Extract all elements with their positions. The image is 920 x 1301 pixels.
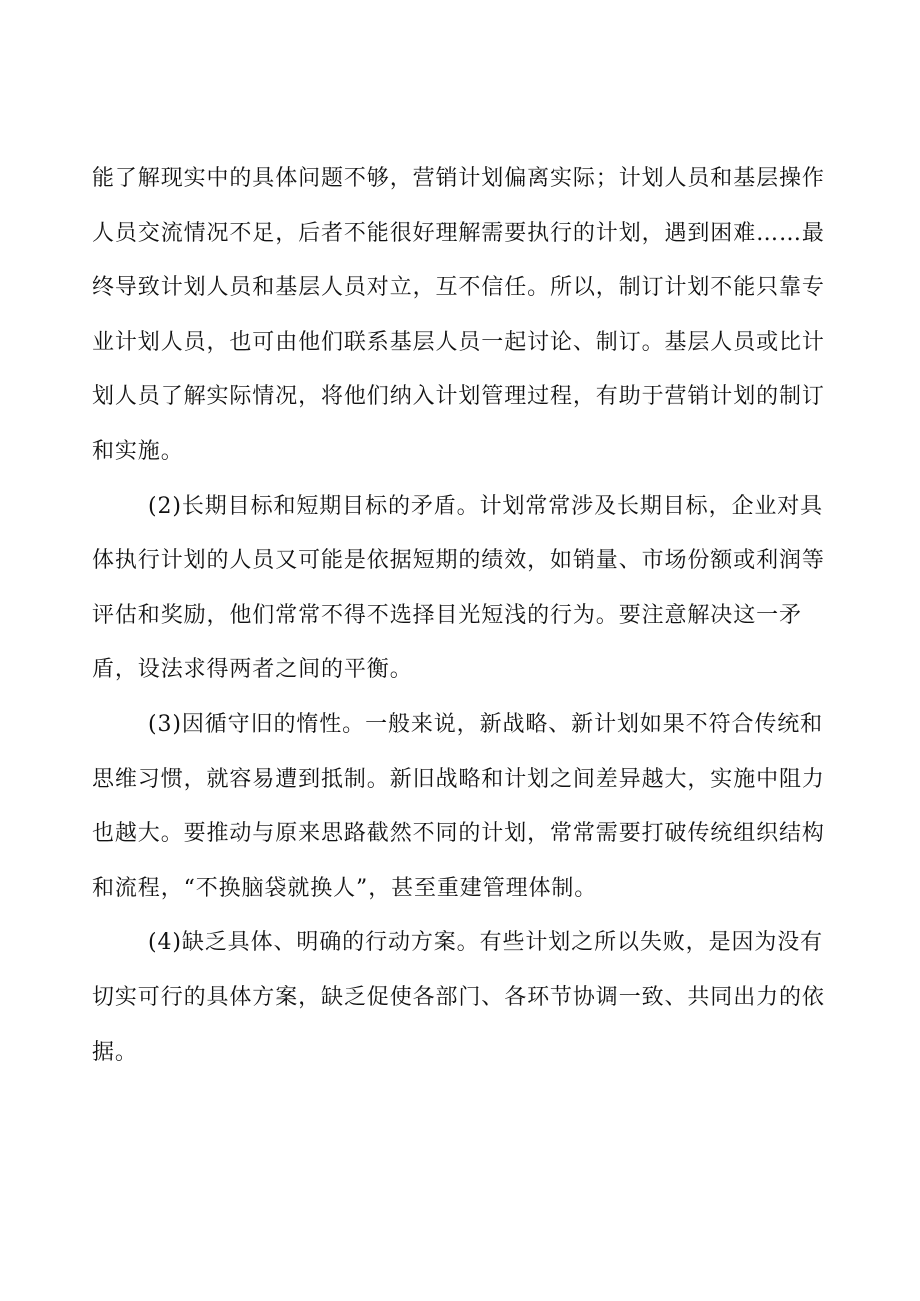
text-line-first: (4)缺乏具体、明确的行动方案。有些计划之所以失败，是因为没有	[148, 930, 824, 956]
text-line: 终导致计划人员和基层人员对立，互不信任。所以，制订计划不能只靠专	[92, 275, 825, 301]
document-body	[92, 152, 832, 1080]
paragraph-1	[92, 152, 832, 480]
text-line: 人员交流情况不足，后者不能很好理解需要执行的计划，遇到困难……最	[92, 220, 825, 246]
text-line: 体执行计划的人员又可能是依据短期的绩效，如销量、市场份额或利润等	[92, 548, 825, 574]
text-line: 和实施。	[92, 438, 184, 464]
text-line-first: (2)长期目标和短期目标的矛盾。计划常常涉及长期目标，企业对具	[148, 493, 824, 519]
text-line: 评估和奖励，他们常常不得不选择目光短浅的行为。要注意解决这一矛	[92, 602, 802, 628]
text-line: 和流程，“不换脑袋就换人”，甚至重建管理体制。	[92, 875, 598, 901]
text-line: 业计划人员，也可由他们联系基层人员一起讨论、制订。基层人员或比计	[92, 329, 825, 355]
text-line: 切实可行的具体方案，缺乏促使各部门、各环节协调一致、共同出力的依	[92, 984, 825, 1010]
paragraph-2	[92, 480, 832, 698]
text-line: 划人员了解实际情况，将他们纳入计划管理过程，有助于营销计划的制订	[92, 384, 825, 410]
text-line: 能了解现实中的具体问题不够，营销计划偏离实际；计划人员和基层操作	[92, 166, 825, 191]
text-line: 也越大。要推动与原来思路截然不同的计划，常常需要打破传统组织结构	[92, 821, 825, 847]
text-line: 盾，设法求得两者之间的平衡。	[92, 657, 413, 683]
paragraph-4	[92, 916, 832, 1080]
text-line: 思维习惯，就容易遭到抵制。新旧战略和计划之间差异越大，实施中阻力	[92, 766, 825, 792]
text-line-first: (3)因循守旧的惰性。一般来说，新战略、新计划如果不符合传统和	[148, 711, 824, 737]
text-line: 据。	[92, 1039, 138, 1065]
paragraph-3	[92, 698, 832, 916]
